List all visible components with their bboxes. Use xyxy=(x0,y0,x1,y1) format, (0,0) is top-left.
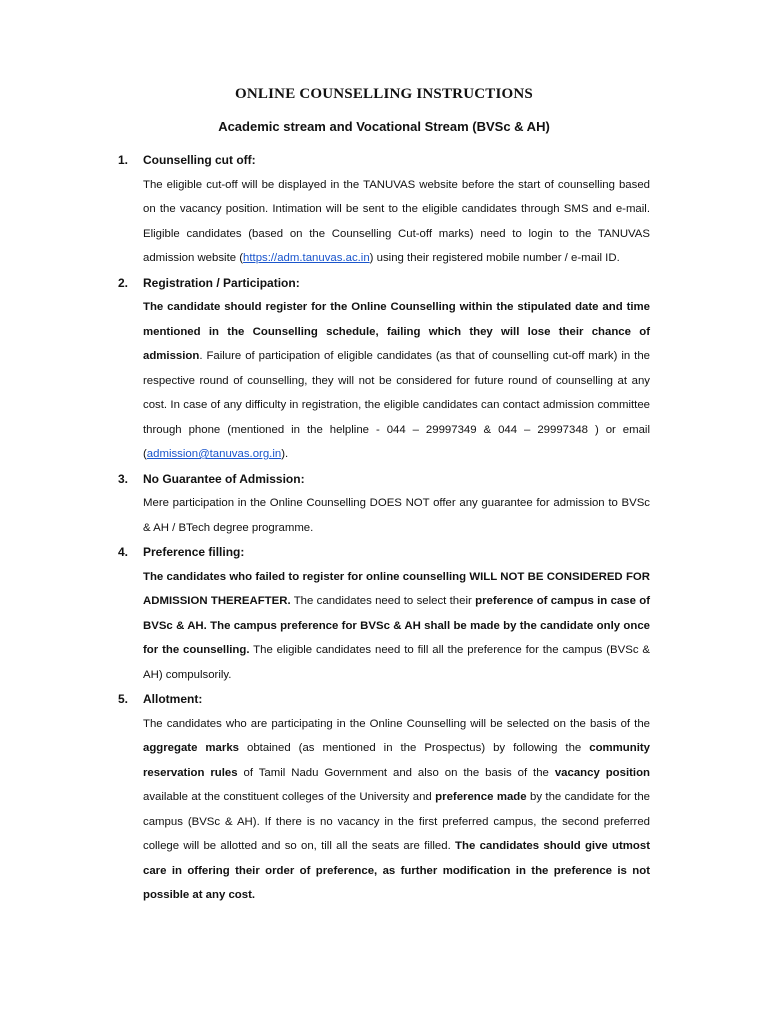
item-paragraph xyxy=(143,712,650,908)
item-bold-text: The candidates who failed to register for online counselling WILL NOT BE CONSIDERED FOR ADMISSION THEREAFTER. xyxy=(143,570,650,607)
document-subtitle: Academic stream and Vocational Stream (BVSc & AH) xyxy=(218,119,550,134)
item-paragraph xyxy=(143,173,650,271)
item-text: obtained (as mentioned in the Prospectus) by following the xyxy=(239,742,590,754)
item-bold-text: vacancy position xyxy=(554,766,650,779)
item-number: 3. xyxy=(118,471,129,486)
admission-website-link[interactable]: https://adm.tanuvas.ac.in xyxy=(243,252,370,264)
item-bold-text: preference made xyxy=(435,791,527,803)
item-heading: No Guarantee of Admission: xyxy=(143,471,305,486)
instruction-item-cutoff xyxy=(118,148,650,271)
item-text: The eligible cut-off will be displayed in the TANUVAS website before the start of counselling based on the vacancy position. Intimation will be sent to the eligible candidates through SMS and e-mail. Eligible candidates (based on the Counselling Cut-off marks) need to login to the TANUVAS admission website ( xyxy=(143,178,650,264)
item-number: 2. xyxy=(118,275,129,290)
item-bold-text: aggregate marks xyxy=(143,742,239,754)
instruction-item-registration xyxy=(118,271,650,467)
item-text: available at the constituent colleges of the University and xyxy=(143,791,436,803)
item-paragraph xyxy=(143,565,650,688)
item-text: The eligible candidates need to fill all the preference for the campus (BVSc & AH) compulsorily. xyxy=(143,644,650,681)
instruction-item-allotment xyxy=(118,687,650,908)
item-text: . Failure of participation of eligible candidates (as that of counselling cut-off mark) in the respective round of counselling, they will not be considered for future round of counselling at any cost. In case of any difficulty in registration, the eligible candidates can contact admission committee through phone (mentioned in the helpline - 044 – 29997349 & 044 – 29997348 ) or email ( xyxy=(143,350,650,460)
item-bold-text: community reservation rules xyxy=(143,742,651,779)
item-number: 5. xyxy=(118,692,129,706)
item-number: 1. xyxy=(118,153,129,167)
item-text: ). xyxy=(281,448,289,460)
item-text: The candidates need to select their xyxy=(290,595,476,607)
item-bold-text: preference of campus in case of BVSc & AH. The campus preference for BVSc & AH shall be made by the candidate only once for the counselling. xyxy=(143,595,650,656)
item-text: by the candidate for the campus (BVSc & AH). If there is no vacancy in the first preferred campus, the second preferred college will be allotted and so on, till all the seats are filled. xyxy=(143,791,651,852)
item-text: of Tamil Nadu Government and also on the basis of the xyxy=(237,766,555,779)
item-bold-text: The candidates should give utmost care in offering their order of preference, as further modification in the preference is not possible at any cost. xyxy=(143,840,650,901)
admission-email-link[interactable]: admission@tanuvas.org.in xyxy=(146,448,282,460)
item-bold-text: The candidate should register for the Online Counselling within the stipulated date and time mentioned in the Counselling schedule, failing which they will lose their chance of admission xyxy=(143,301,650,362)
item-heading: Allotment: xyxy=(143,692,203,706)
item-paragraph: Mere participation in the Online Counselling DOES NOT offer any guarantee for admission to BVSc & AH / BTech degree programme. xyxy=(143,497,650,534)
item-heading: Registration / Participation: xyxy=(143,275,300,290)
item-text: The candidates who are participating in the Online Counselling will be selected on the basis of the xyxy=(143,717,650,730)
item-paragraph xyxy=(143,295,650,467)
item-text: ) using their registered mobile number / e-mail ID. xyxy=(369,252,620,264)
instruction-item-preference xyxy=(118,540,650,687)
instructions-list xyxy=(118,148,650,908)
instruction-item-no-guarantee xyxy=(118,467,650,541)
document-title: ONLINE COUNSELLING INSTRUCTIONS xyxy=(235,86,533,102)
item-number: 4. xyxy=(118,545,129,559)
item-heading: Preference filling: xyxy=(143,545,245,559)
item-heading: Counselling cut off: xyxy=(143,153,256,167)
